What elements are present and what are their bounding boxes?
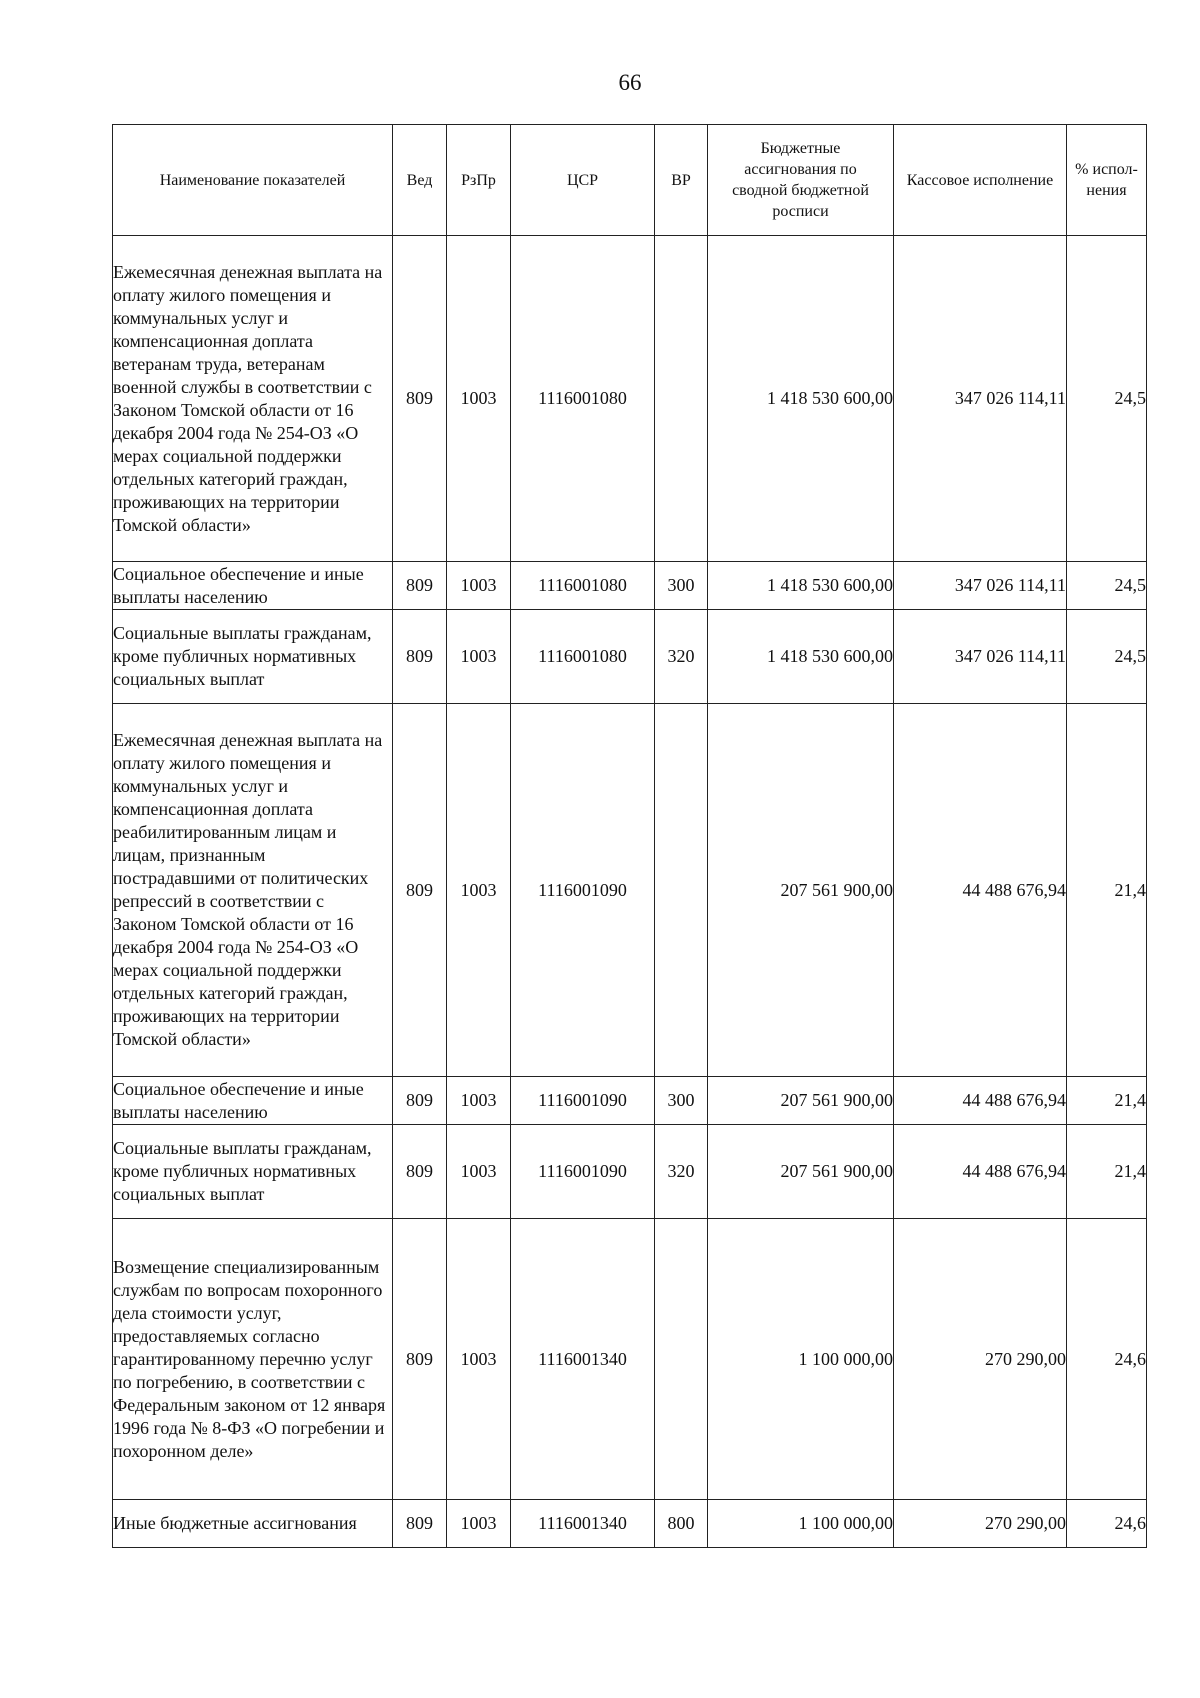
row-vr: 800 bbox=[655, 1500, 708, 1548]
row-budget: 207 561 900,00 bbox=[708, 1125, 894, 1219]
row-name: Социальное обеспечение и иные выплаты населению bbox=[113, 1077, 393, 1125]
row-pct: 24,5 bbox=[1067, 610, 1147, 704]
header-csr: ЦСР bbox=[511, 125, 655, 236]
table-header bbox=[113, 125, 1147, 236]
row-rzpr: 1003 bbox=[447, 704, 511, 1077]
row-pct: 24,6 bbox=[1067, 1500, 1147, 1548]
header-vr: ВР bbox=[655, 125, 708, 236]
row-rzpr: 1003 bbox=[447, 562, 511, 610]
table-row bbox=[113, 610, 1147, 704]
row-budget: 1 100 000,00 bbox=[708, 1500, 894, 1548]
table-row bbox=[113, 1125, 1147, 1219]
row-rzpr: 1003 bbox=[447, 1500, 511, 1548]
row-budget: 1 418 530 600,00 bbox=[708, 236, 894, 562]
row-budget: 1 100 000,00 bbox=[708, 1219, 894, 1500]
header-budget: Бюджетные ассигнования по сводной бюджетной росписи bbox=[708, 125, 894, 236]
table-row bbox=[113, 236, 1147, 562]
row-ved: 809 bbox=[393, 562, 447, 610]
table-row bbox=[113, 1500, 1147, 1548]
row-vr: 300 bbox=[655, 1077, 708, 1125]
budget-execution-table bbox=[112, 124, 1147, 1548]
row-csr: 1116001080 bbox=[511, 562, 655, 610]
row-cash: 347 026 114,11 bbox=[894, 562, 1067, 610]
row-cash: 44 488 676,94 bbox=[894, 1125, 1067, 1219]
row-cash: 44 488 676,94 bbox=[894, 704, 1067, 1077]
table-row bbox=[113, 562, 1147, 610]
row-csr: 1116001090 bbox=[511, 1077, 655, 1125]
header-rzpr: РзПр bbox=[447, 125, 511, 236]
header-name: Наименование показателей bbox=[113, 125, 393, 236]
row-name: Возмещение специализированным службам по вопросам похоронного дела стоимости услуг, предоставляемых согласно гарантированному перечню услуг по погребению, в соответствии с Федеральным законом от 12 января 1996 года № 8-ФЗ «О погребении и похоронном деле» bbox=[113, 1219, 393, 1500]
row-ved: 809 bbox=[393, 1077, 447, 1125]
page-number: 66 bbox=[618, 70, 642, 95]
row-cash: 270 290,00 bbox=[894, 1219, 1067, 1500]
row-csr: 1116001090 bbox=[511, 1125, 655, 1219]
header-pct: % испол-нения bbox=[1067, 125, 1147, 236]
row-pct: 24,5 bbox=[1067, 236, 1147, 562]
row-pct: 21,4 bbox=[1067, 1077, 1147, 1125]
row-cash: 44 488 676,94 bbox=[894, 1077, 1067, 1125]
table-row bbox=[113, 704, 1147, 1077]
row-csr: 1116001340 bbox=[511, 1219, 655, 1500]
row-ved: 809 bbox=[393, 236, 447, 562]
row-vr: 300 bbox=[655, 562, 708, 610]
row-rzpr: 1003 bbox=[447, 236, 511, 562]
row-budget: 207 561 900,00 bbox=[708, 704, 894, 1077]
row-vr bbox=[655, 704, 708, 1077]
header-row bbox=[113, 125, 1147, 236]
row-name: Социальное обеспечение и иные выплаты населению bbox=[113, 562, 393, 610]
row-name: Ежемесячная денежная выплата на оплату жилого помещения и коммунальных услуг и компенсационная доплата реабилитированным лицам и лицам, признанным пострадавшими от политических репрессий в соответствии с Законом Томской области от 16 декабря 2004 года № 254-ОЗ «О мерах социальной поддержки отдельных категорий граждан, проживающих на территории Томской области» bbox=[113, 704, 393, 1077]
row-csr: 1116001340 bbox=[511, 1500, 655, 1548]
row-ved: 809 bbox=[393, 704, 447, 1077]
row-rzpr: 1003 bbox=[447, 1077, 511, 1125]
row-rzpr: 1003 bbox=[447, 1219, 511, 1500]
table-body bbox=[113, 236, 1147, 1548]
header-cash: Кассовое исполнение bbox=[894, 125, 1067, 236]
row-pct: 21,4 bbox=[1067, 1125, 1147, 1219]
row-rzpr: 1003 bbox=[447, 1125, 511, 1219]
row-ved: 809 bbox=[393, 1219, 447, 1500]
table-row bbox=[113, 1219, 1147, 1500]
row-name: Ежемесячная денежная выплата на оплату жилого помещения и коммунальных услуг и компенсационная доплата ветеранам труда, ветеранам военной службы в соответствии с Законом Томской области от 16 декабря 2004 года № 254-ОЗ «О мерах социальной поддержки отдельных категорий граждан, проживающих на территории Томской области» bbox=[113, 236, 393, 562]
row-cash: 270 290,00 bbox=[894, 1500, 1067, 1548]
row-rzpr: 1003 bbox=[447, 610, 511, 704]
row-pct: 21,4 bbox=[1067, 704, 1147, 1077]
row-cash: 347 026 114,11 bbox=[894, 610, 1067, 704]
row-budget: 207 561 900,00 bbox=[708, 1077, 894, 1125]
row-vr: 320 bbox=[655, 610, 708, 704]
row-budget: 1 418 530 600,00 bbox=[708, 610, 894, 704]
row-ved: 809 bbox=[393, 1500, 447, 1548]
table-row bbox=[113, 1077, 1147, 1125]
row-csr: 1116001090 bbox=[511, 704, 655, 1077]
row-csr: 1116001080 bbox=[511, 236, 655, 562]
row-budget: 1 418 530 600,00 bbox=[708, 562, 894, 610]
row-pct: 24,5 bbox=[1067, 562, 1147, 610]
row-name: Социальные выплаты гражданам, кроме публичных нормативных социальных выплат bbox=[113, 610, 393, 704]
row-pct: 24,6 bbox=[1067, 1219, 1147, 1500]
row-ved: 809 bbox=[393, 610, 447, 704]
row-csr: 1116001080 bbox=[511, 610, 655, 704]
header-ved: Вед bbox=[393, 125, 447, 236]
row-cash: 347 026 114,11 bbox=[894, 236, 1067, 562]
row-vr bbox=[655, 1219, 708, 1500]
row-vr: 320 bbox=[655, 1125, 708, 1219]
row-name: Иные бюджетные ассигнования bbox=[113, 1500, 393, 1548]
row-name: Социальные выплаты гражданам, кроме публичных нормативных социальных выплат bbox=[113, 1125, 393, 1219]
row-vr bbox=[655, 236, 708, 562]
row-ved: 809 bbox=[393, 1125, 447, 1219]
